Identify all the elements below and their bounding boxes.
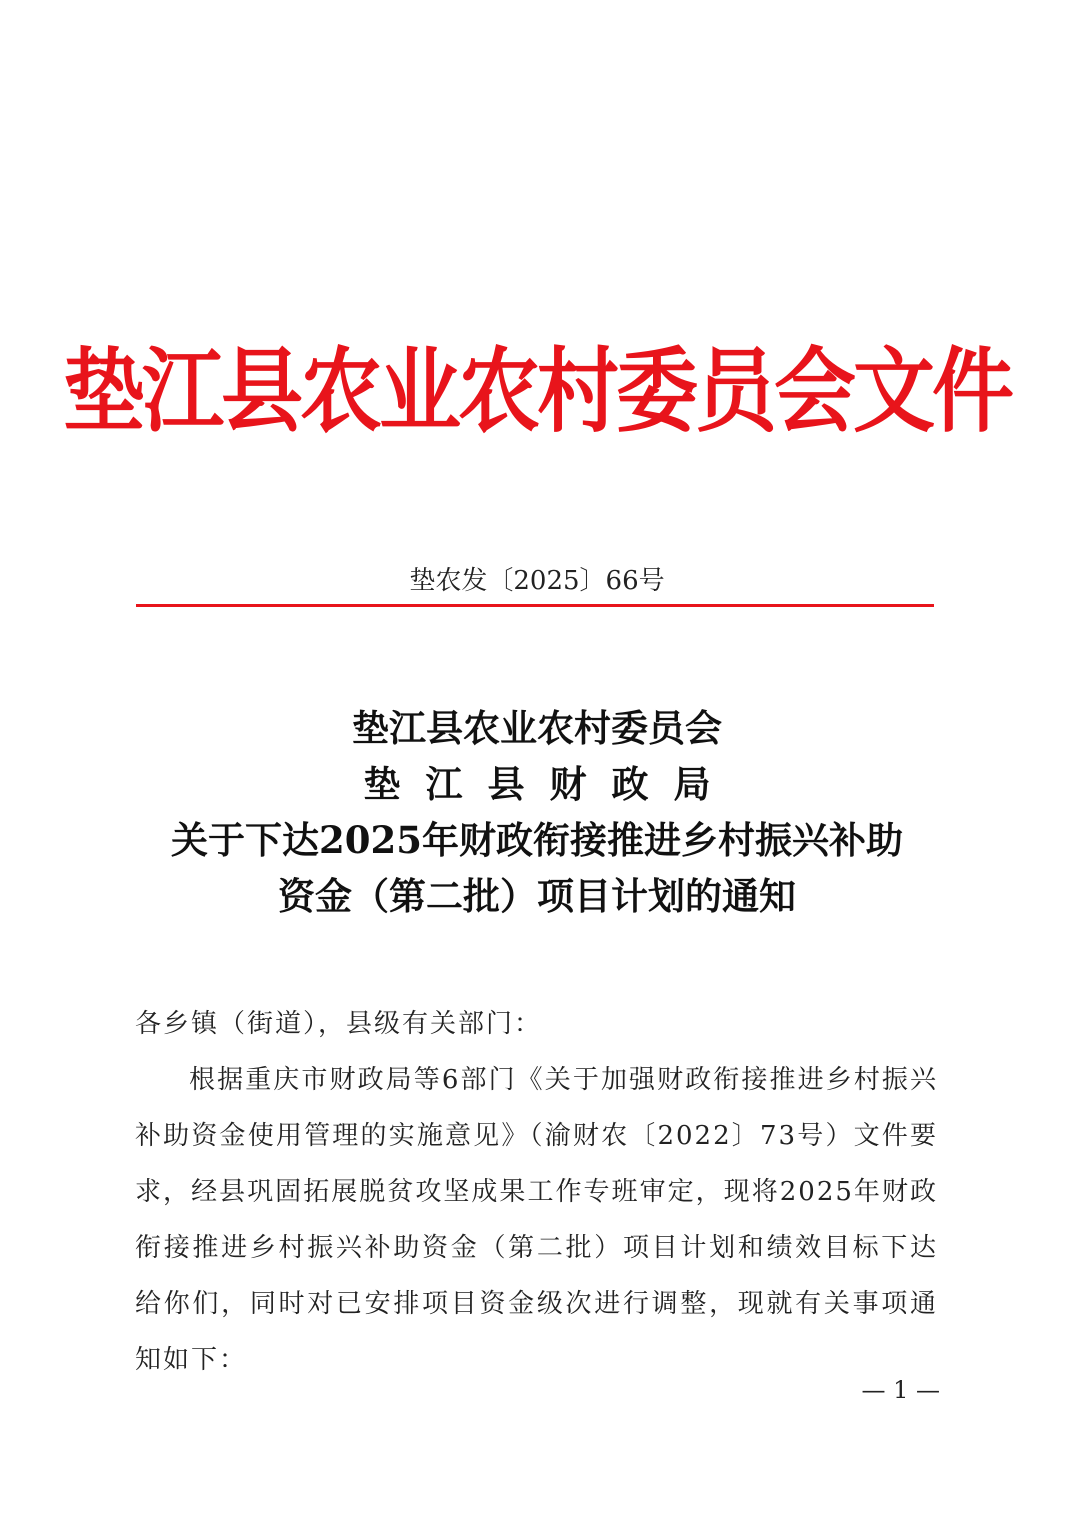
title-subject-line-2: 资金（第二批）项目计划的通知	[278, 874, 796, 918]
document-number: 垫农发〔2025〕66号	[409, 566, 665, 596]
document-title	[120, 700, 954, 924]
title-issuer-2: 垫江县财政局	[363, 762, 736, 806]
body-paragraph: 根据重庆市财政局等6部门《关于加强财政衔接推进乡村振兴补助资金使用管理的实施意见》（渝财农〔2022〕73号）文件要求，经县巩固拓展脱贫攻坚成果工作专班审定，现将2025年财政衔接推进乡村振兴补助资金（第二批）项目计划和绩效目标下达给你们，同时对已安排项目资金级次进行调整，现就有关事项通知如下：	[135, 1065, 938, 1375]
page-number: — 1 —	[861, 1376, 940, 1404]
document-body	[135, 996, 938, 1388]
salutation: 各乡镇（街道），县级有关部门：	[135, 1009, 543, 1039]
title-issuer-1: 垫江县农业农村委员会	[352, 706, 722, 750]
issuer-banner: 垫江县农业农村委员会文件	[62, 337, 1011, 446]
title-subject-line-1: 关于下达2025年财政衔接推进乡村振兴补助	[171, 818, 903, 862]
header-divider	[136, 604, 934, 607]
